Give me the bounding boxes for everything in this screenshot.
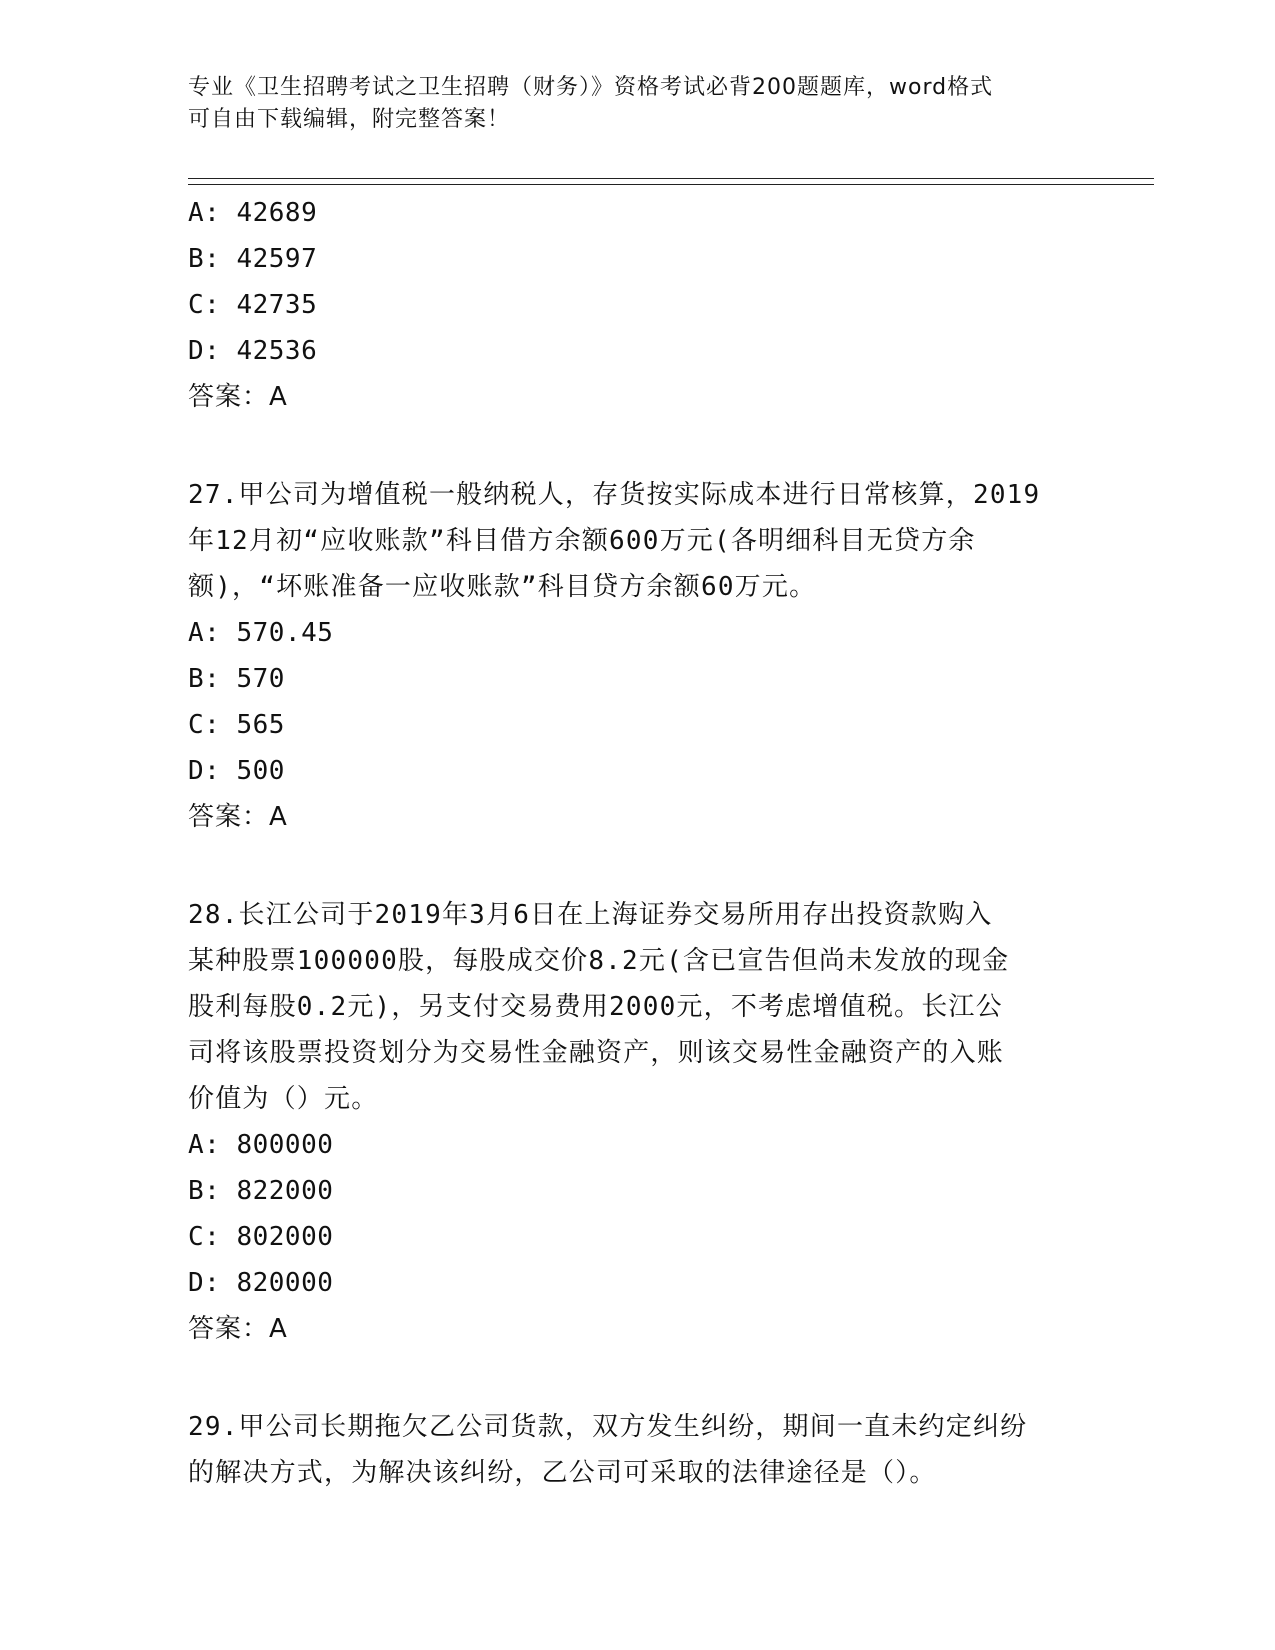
- option-a: A: 800000: [188, 1130, 334, 1160]
- option-c: C: 802000: [188, 1222, 334, 1252]
- header-divider-top: [188, 178, 1154, 179]
- option-d: D: 42536: [188, 336, 318, 366]
- header-line-1: 专业《卫生招聘考试之卫生招聘（财务）》资格考试必背200题题库，word格式: [188, 75, 994, 100]
- document-body: [188, 190, 1088, 1496]
- question-text-line: 27.甲公司为增值税一般纳税人，存货按实际成本进行日常核算，2019: [188, 480, 1041, 510]
- option-c: C: 42735: [188, 290, 318, 320]
- header-line-2: 可自由下载编辑，附完整答案！: [188, 107, 511, 132]
- option-a: A: 570.45: [188, 618, 334, 648]
- option-b: B: 822000: [188, 1176, 334, 1206]
- question-text-line: 年12月初“应收账款”科目借方余额600万元(各明细科目无贷方余: [188, 526, 976, 556]
- document-header: [188, 72, 1088, 136]
- question-text-line: 28.长江公司于2019年3月6日在上海证券交易所用存出投资款购入: [188, 900, 993, 930]
- option-d: D: 820000: [188, 1268, 334, 1298]
- question-text-line: 29.甲公司长期拖欠乙公司货款，双方发生纠纷，期间一直未约定纠纷: [188, 1412, 1028, 1442]
- question-29: [188, 1404, 1088, 1496]
- answer: 答案：A: [188, 802, 288, 832]
- option-c: C: 565: [188, 710, 285, 740]
- question-text-line: 某种股票100000股，每股成交价8.2元(含已宣告但尚未发放的现金: [188, 946, 1010, 976]
- option-b: B: 42597: [188, 244, 318, 274]
- answer: 答案：A: [188, 1314, 288, 1344]
- question-text-line: 股利每股0.2元)，另支付交易费用2000元，不考虑增值税。长江公: [188, 992, 1003, 1022]
- question-text-line: 价值为（）元。: [188, 1084, 379, 1114]
- question-28: [188, 892, 1088, 1352]
- header-divider-bottom: [188, 184, 1154, 185]
- question-27: [188, 472, 1088, 840]
- option-b: B: 570: [188, 664, 285, 694]
- question-text-line: 额)，“坏账准备一应收账款”科目贷方余额60万元。: [188, 572, 817, 602]
- question-block-continued: [188, 190, 1088, 420]
- answer: 答案：A: [188, 382, 288, 412]
- question-text-line: 的解决方式，为解决该纠纷，乙公司可采取的法律途径是（）。: [188, 1458, 937, 1488]
- option-a: A: 42689: [188, 198, 318, 228]
- question-text-line: 司将该股票投资划分为交易性金融资产，则该交易性金融资产的入账: [188, 1038, 1005, 1068]
- option-d: D: 500: [188, 756, 285, 786]
